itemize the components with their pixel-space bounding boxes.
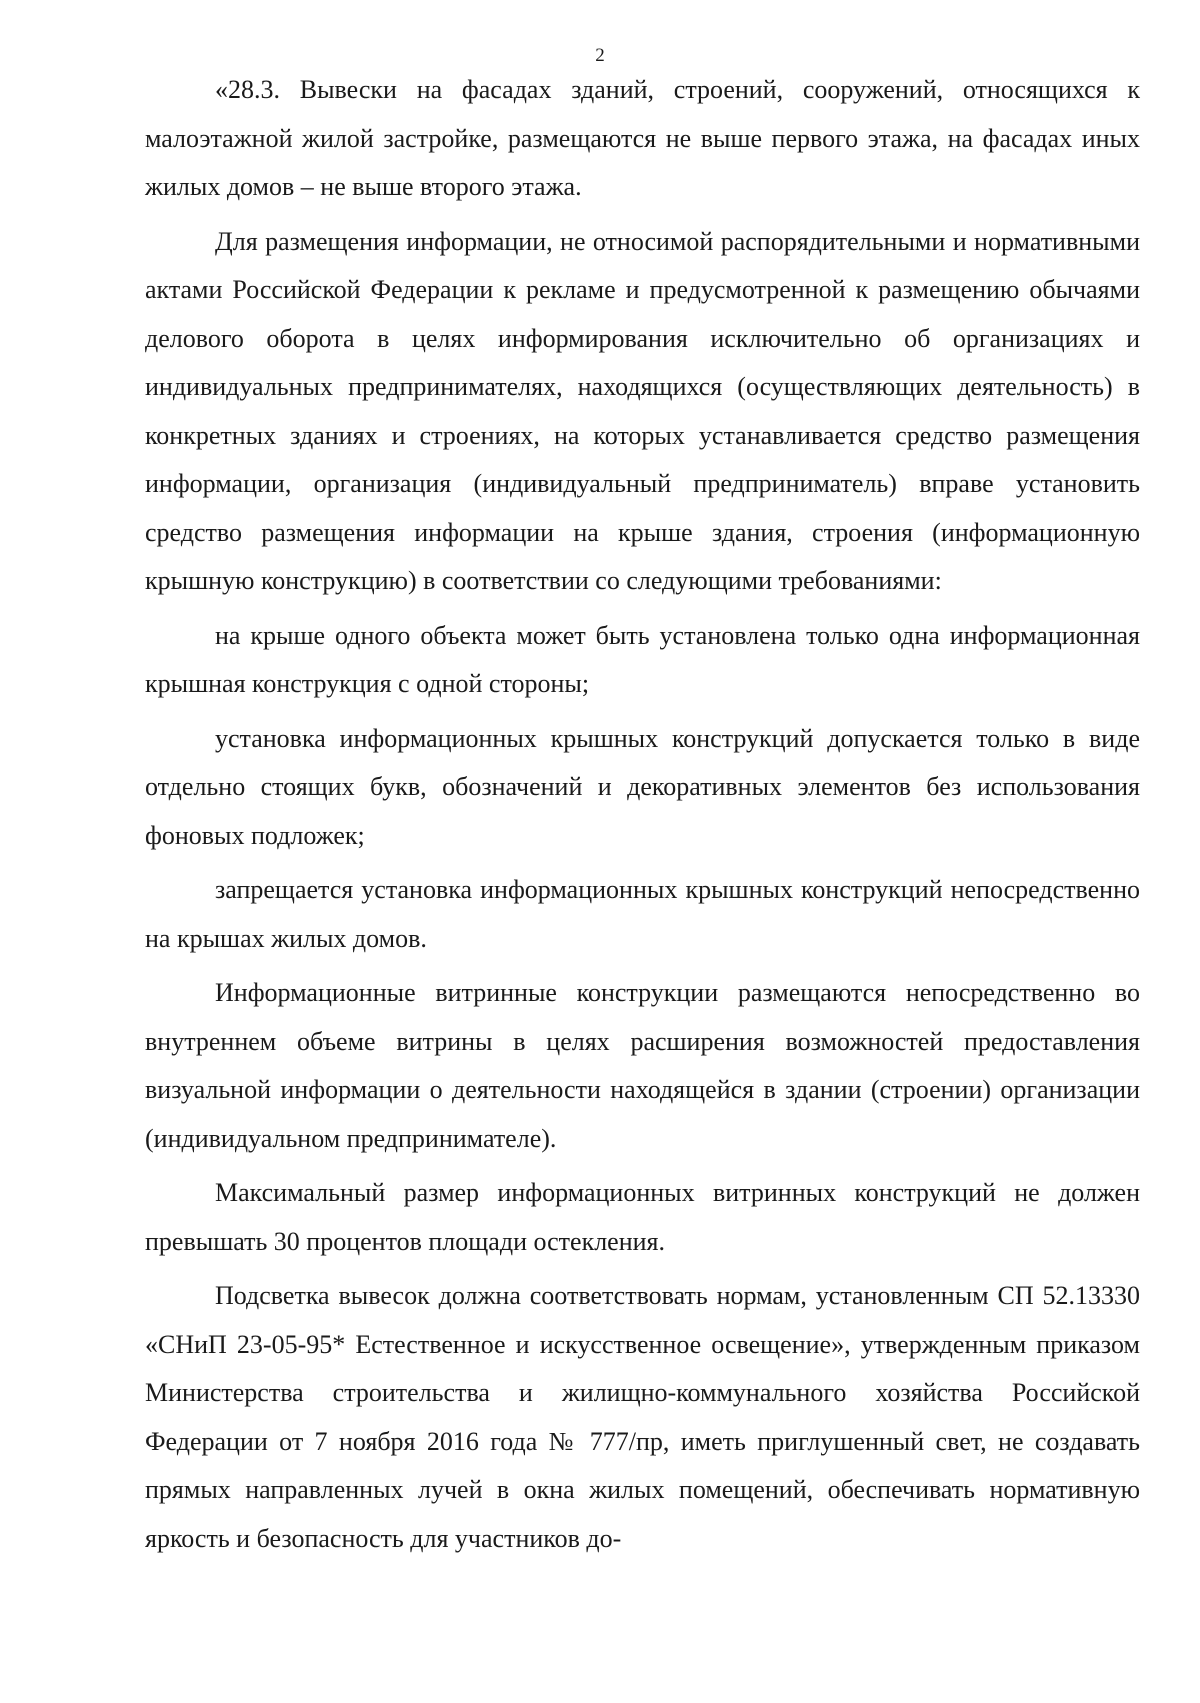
paragraph-info-placement: Для размещения информации, не относимой распорядительными и нормативными актами Российской Федерации к рекламе и предусмотренной к размещению обычаями делового оборота в целях информирования исключительно об организациях и индивидуальных предпринимателях, находящихся (осуществляющих деятельность) в конкретных зданиях и строениях, на которых устанавливается средство размещения информации, организация (индивидуальный предприниматель) вправе установить средство размещения информации на крыше здания, строения (информационную крышную конструкцию) в соответствии со следующими требованиями: bbox=[145, 226, 1140, 595]
paragraph-illumination: Подсветка вывесок должна соответствовать нормам, установленным СП 52.13330 «СНиП 23-05-95* Естественное и искусственное освещение», утвержденным приказом Министерства строительства и жилищно-коммунального хозяйства Российской Федерации от 7 ноября 2016 года № 777/пр, иметь приглушенный свет, не создавать прямых направленных лучей в окна жилых помещений, обеспечивать нормативную яркость и безопасность для участников до- bbox=[145, 1281, 1140, 1553]
paragraph-requirement-residential-ban: запрещается установка информационных крышных конструкций непосредственно на крышах жилых домов. bbox=[145, 875, 1140, 953]
paragraph-requirement-one-structure: на крыше одного объекта может быть установлена только одна информационная крышная конструкция с одной стороны; bbox=[145, 620, 1140, 698]
page-number: 2 bbox=[595, 45, 605, 66]
paragraph-28-3: «28.3. Вывески на фасадах зданий, строений, сооружений, относящихся к малоэтажной жилой застройке, размещаются не выше первого этажа, на фасадах иных жилых домов – не выше второго этажа. bbox=[145, 75, 1140, 201]
document-body bbox=[145, 66, 1140, 1563]
paragraph-window-structures: Информационные витринные конструкции размещаются непосредственно во внутреннем объеме витрины в целях расширения возможностей предоставления визуальной информации о деятельности находящейся в здании (строении) организации (индивидуальном предпринимателе). bbox=[145, 978, 1140, 1153]
paragraph-requirement-separate-letters: установка информационных крышных конструкций допускается только в виде отдельно стоящих букв, обозначений и декоративных элементов без использования фоновых подложек; bbox=[145, 723, 1140, 850]
paragraph-max-size: Максимальный размер информационных витринных конструкций не должен превышать 30 процентов площади остекления. bbox=[145, 1178, 1140, 1256]
